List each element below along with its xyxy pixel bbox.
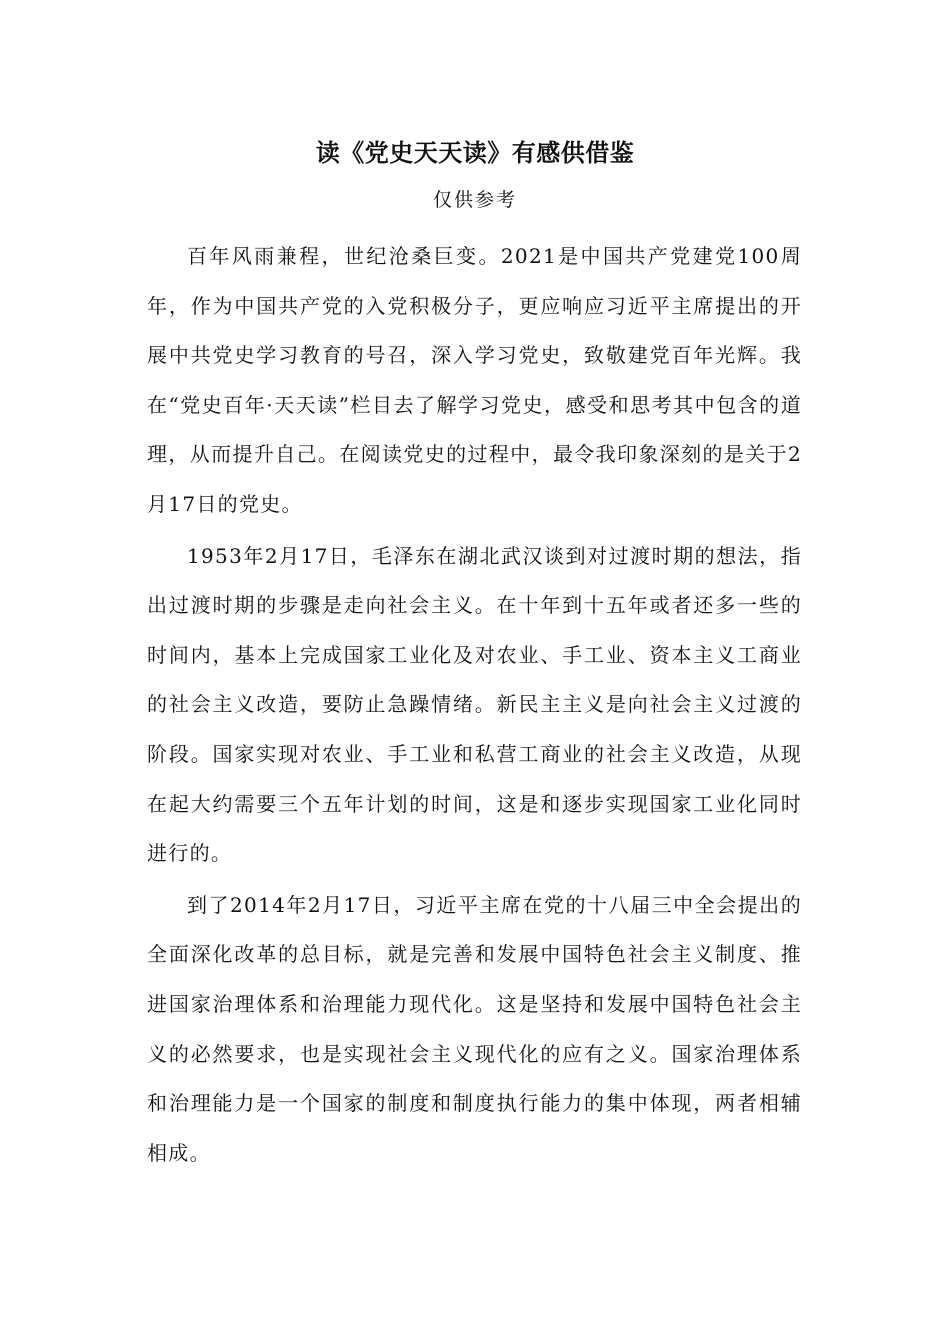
document-title: 读《党史天天读》有感供借鉴 (315, 139, 635, 167)
paragraph-2: 1953年2月17日，毛泽东在湖北武汉谈到对过渡时期的想法，指出过渡时期的步骤是走向社会主义。在十年到十五年或者还多一些的时间内，基本上完成国家工业化及对农业、手工业、资本主义工商业的社会主义改造，要防止急躁情绪。新民主主义是向社会主义过渡的阶段。国家实现对农业、手工业和私营工商业的社会主义改造，从现在起大约需要三个五年计划的时间，这是和逐步实现国家工业化同时进行的。 (147, 543, 802, 866)
document-body (147, 232, 802, 1180)
paragraph-3: 到了2014年2月17日，习近平主席在党的十八届三中全会提出的全面深化改革的总目标，就是完善和发展中国特色社会主义制度、推进国家治理体系和治理能力现代化。这是坚持和发展中国特色社会主义的必然要求，也是实现社会主义现代化的应有之义。国家治理体系和治理能力是一个国家的制度和制度执行能力的集中体现，两者相辅相成。 (147, 892, 802, 1165)
document-subtitle: 仅供参考 (432, 189, 517, 211)
paragraph-1: 百年风雨兼程，世纪沧桑巨变。2021是中国共产党建党100周年，作为中国共产党的入党积极分子，更应响应习近平主席提出的开展中共党史学习教育的号召，深入学习党史，致敬建党百年光辉。我在“党史百年·天天读”栏目去了解学习党史，感受和思考其中包含的道理，从而提升自己。在阅读党史的过程中，最令我印象深刻的是关于2月17日的党史。 (147, 244, 802, 516)
